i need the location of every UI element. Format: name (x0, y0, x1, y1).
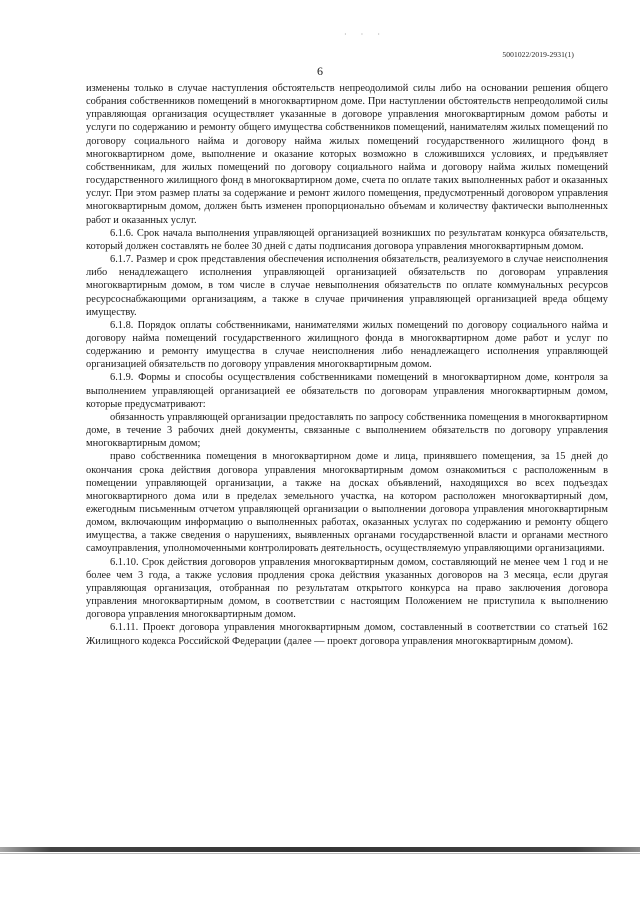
paragraph-6-1-10: 6.1.10. Срок действия договоров управления многоквартирным домом, составляющий не менее чем 1 год и не более чем 3 года, а также условия продления срока действия указанных договоров на 3 месяца, если другая управляющая организация, отобранная по результатам открытого конкурса на право заключения договора управления многоквартирным домом, в соответствии с настоящим Положением не приступила к выполнению договора управления многоквартирным домом. (86, 556, 608, 621)
paragraph-6-1-8: 6.1.8. Порядок оплаты собственниками, нанимателями жилых помещений по договору социального найма и договору найма помещений государственного жилищного фонда в многоквартирном доме работ и услуг по содержанию и ремонту имущества в случае неисполнения либо ненадлежащего исполнения управляющей организацией обязательств по договору управления многоквартирным домом. (86, 319, 608, 371)
scan-edge-line (0, 853, 640, 854)
paragraph-continuation: изменены только в случае наступления обстоятельств непреодолимой силы либо на основании решения общего собрания собственников помещений в многоквартирном доме. При наступлении обстоятельств непреодолимой силы управляющая организация осуществляет указанные в договоре управления многоквартирным домом работы и услуги по содержанию и ремонту общего имущества собственников помещений, нанимателям жилых помещений по договору социального найма и договору найма жилых помещений государственного жилищного фонд в многоквартирном доме, выполнение и оказание которых возможно в сложившихся условиях, и предъявляет собственникам, для жилых помещений по договору социального найма и договору найма жилых помещений государственного жилищного фонд в многоквартирном доме, счета по оплате таких выполненных работ и оказанных услуг. При этом размер платы за содержание и ремонт жилого помещения, предусмотренный договором управления многоквартирным домом, должен быть изменен пропорционально объемам и количеству фактически выполненных работ и оказанных услуг. (86, 83, 608, 226)
paragraph-obligation: обязанность управляющей организации предоставлять по запросу собственника помещения в многоквартирном доме, в течение 3 рабочих дней документы, связанные с выполнением обязательств по договору управления многоквартирным домом; (86, 411, 608, 450)
document-body (86, 82, 608, 648)
paragraph-6-1-7: 6.1.7. Размер и срок представления обеспечения исполнения обязательств, реализуемого в случае неисполнения либо ненадлежащего исполнения управляющей организацией обязательств по договорам управления многоквартирным домом, в том числе в случае невыполнения обязательств по оплате коммунальных ресурсов ресурсоснабжающими организациям, а также в случае причинения управляющей организацией вреда общему имуществу. (86, 254, 608, 318)
scan-edge-bar (0, 847, 640, 852)
page-number: 6 (317, 64, 323, 78)
scan-artifact: · · · (344, 30, 386, 39)
paragraph-right: право собственника помещения в многоквартирном доме и лица, принявшего помещения, за 15 дней до окончания срока действия договора управления многоквартирным домом ознакомиться с расположенным в помещении управляющей организации, а также на досках объявлений, находящихся во всех подъездах многоквартирного дома или в пределах земельного участка, на котором расположен многоквартирный дом, ежегодным письменным отчетом управляющей организации о выполнении договора управления многоквартирным домом, включающим информацию о выполненных работах, оказанных услугах по содержанию и ремонту общего имущества, а также сведения о нарушениях, выявленных органами государственной власти и органами местного самоуправления, уполномоченными контролировать деятельность, осуществляемую управляющими организациями. (86, 451, 608, 555)
paragraph-6-1-6: 6.1.6. Срок начала выполнения управляющей организацией возникших по результатам конкурса обязательств, который должен составлять не более 30 дней с даты подписания договора управления многоквартирным домом. (86, 227, 608, 252)
document-reference: 5001022/2019-2931(1) (502, 50, 574, 59)
paragraph-6-1-11: 6.1.11. Проект договора управления многоквартирным домом, составленный в соответствии со статьей 162 Жилищного кодекса Российской Федерации (далее — проект договора управления многоквартирным домом). (86, 622, 608, 647)
paragraph-6-1-9: 6.1.9. Формы и способы осуществления собственниками помещений в многоквартирном доме, контроля за выполнением управляющей организацией ее обязательств по договорам управления многоквартирным домом, которые предусматривают: (86, 372, 608, 410)
